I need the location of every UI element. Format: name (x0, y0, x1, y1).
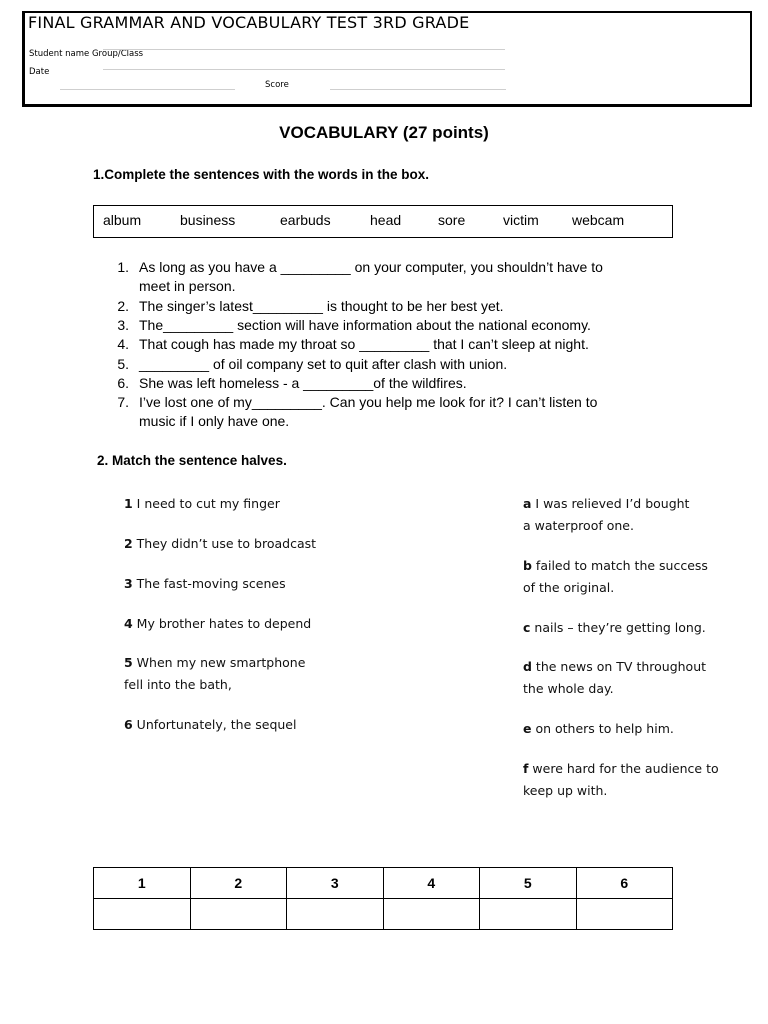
score-line (330, 89, 506, 90)
sentence-text: The_________ section will have information about the national economy. (139, 317, 591, 333)
answer-table-header: 3 (287, 868, 384, 899)
match-left-item (124, 536, 316, 551)
sentence-text: I’ve lost one of my_________. Can you help me look for it? I can’t listen to (139, 394, 598, 410)
match-key: 1 (124, 496, 133, 511)
answer-cell[interactable] (190, 899, 287, 930)
answer-table-header: 6 (576, 868, 673, 899)
match-text: I was relieved I’d bought (531, 496, 690, 511)
match-key: 2 (124, 536, 133, 551)
word-box-item: victim (503, 212, 539, 228)
match-text: I need to cut my finger (132, 496, 280, 511)
student-name-label: Student name Group/Class (29, 49, 144, 59)
answer-cell[interactable] (383, 899, 480, 930)
sentence-number: 4. (117, 336, 129, 352)
answer-table-header: 4 (383, 868, 480, 899)
match-right-item (523, 558, 708, 573)
answer-cell[interactable] (94, 899, 191, 930)
match-text: on others to help him. (531, 721, 674, 736)
match-text-continued: keep up with. (523, 783, 608, 798)
answer-cell[interactable] (480, 899, 577, 930)
match-key: b (523, 558, 532, 573)
match-key: a (523, 496, 532, 511)
sentence-number: 5. (117, 356, 129, 372)
date-field-line (60, 89, 235, 90)
match-right-item (523, 761, 719, 776)
sentence-number: 3. (117, 317, 129, 333)
answer-table-header-row (94, 868, 673, 899)
exercise-2-heading: 2. Match the sentence halves. (97, 453, 287, 468)
word-box-item: sore (438, 212, 466, 228)
match-text: When my new smartphone (132, 655, 306, 670)
match-text: nails – they’re getting long. (530, 620, 706, 635)
exercise-1-heading: 1.Complete the sentences with the words in the box. (93, 167, 430, 182)
match-key: 3 (124, 576, 133, 591)
match-text: The fast-moving scenes (132, 576, 286, 591)
sentence-number: 7. (117, 394, 129, 410)
match-key: 6 (124, 717, 133, 732)
match-text: My brother hates to depend (132, 616, 312, 631)
sentence-text: She was left homeless - a _________of the wildfires. (139, 375, 467, 391)
sentence-text: As long as you have a _________ on your computer, you shouldn’t have to (139, 259, 603, 275)
match-left-item (124, 576, 286, 591)
answer-cell[interactable] (576, 899, 673, 930)
match-left-item (124, 616, 311, 631)
match-key: c (523, 620, 531, 635)
word-box-item: business (180, 212, 236, 228)
answer-table-header: 5 (480, 868, 577, 899)
sentence-text: The singer’s latest_________ is thought to be her best yet. (139, 298, 504, 314)
match-key: 4 (124, 616, 133, 631)
match-text: They didn’t use to broadcast (132, 536, 317, 551)
match-text: failed to match the success (531, 558, 708, 573)
match-text-continued: the whole day. (523, 681, 614, 696)
answer-table (93, 867, 673, 930)
match-right-item (523, 721, 674, 736)
match-right-item (523, 620, 706, 635)
match-text: Unfortunately, the sequel (132, 717, 297, 732)
match-text-continued: a waterproof one. (523, 518, 634, 533)
vocabulary-heading: VOCABULARY (27 points) (279, 123, 489, 142)
match-text: were hard for the audience to (528, 761, 719, 776)
match-left-item (124, 496, 280, 511)
date-label: Date (29, 67, 50, 77)
match-left-item (124, 717, 296, 732)
word-box-item: album (103, 212, 142, 228)
score-label: Score (265, 80, 289, 90)
word-box-item: webcam (572, 212, 625, 228)
match-key: f (523, 761, 529, 776)
sentence-number: 6. (117, 375, 129, 391)
answer-table-answer-row (94, 899, 673, 930)
sentence-number: 2. (117, 298, 129, 314)
match-key: 5 (124, 655, 133, 670)
answer-table-header: 1 (94, 868, 191, 899)
match-text: the news on TV throughout (531, 659, 707, 674)
match-right-item (523, 659, 706, 674)
date-line (103, 69, 505, 70)
match-text-continued: of the original. (523, 580, 615, 595)
sentence-text-continued: meet in person. (139, 278, 236, 294)
student-name-line (103, 49, 505, 50)
sentence-number: 1. (117, 259, 129, 275)
match-key: e (523, 721, 532, 736)
match-key: d (523, 659, 532, 674)
sentence-text: _________ of oil company set to quit after clash with union. (139, 356, 508, 372)
match-right-item (523, 496, 689, 511)
match-left-item (124, 655, 305, 670)
sentence-text: That cough has made my throat so _________ that I can’t sleep at night. (139, 336, 589, 352)
answer-table-header: 2 (190, 868, 287, 899)
sentence-text-continued: music if I only have one. (139, 413, 290, 429)
word-box-item: earbuds (280, 212, 331, 228)
word-box-item: head (370, 212, 402, 228)
match-text-continued: fell into the bath, (124, 677, 232, 692)
test-title: FINAL GRAMMAR AND VOCABULARY TEST 3RD GRADE (28, 13, 470, 32)
answer-cell[interactable] (287, 899, 384, 930)
